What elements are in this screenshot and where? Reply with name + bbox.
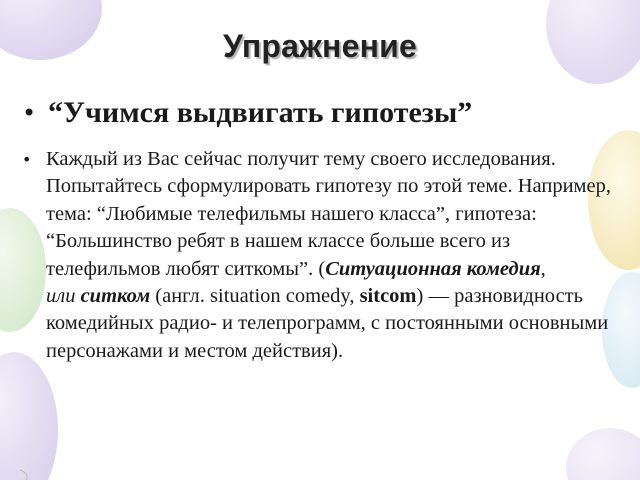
comma: , [540,257,546,280]
exercise-heading: “Учимся выдвигать гипотезы” [48,96,473,129]
heading-bullet [22,92,622,134]
body-text-intro: Каждый из Вас сейчас получит тему своего исследования. Попытайтесь сформулировать гипотезу по этой теме. Например, тема: “Любимые телефильмы нашего класса”, гипотеза: “Большинство ребят в нашем классе больше всего из телефильмов любят ситкомы”. ( [46,148,611,280]
body-text-definition: ) — разновидность комедийных радио- и телепрограмм, с постоянными основными персонажами и местом действия). [46,285,609,362]
body-bullet [22,146,626,365]
bullet-dot-icon: • [22,99,37,127]
slide-title: Упражнение [223,28,417,64]
bullet-dot-icon: • [22,150,32,169]
term-sitcom-en: sitcom [359,285,417,308]
body-paragraph [46,146,626,365]
english-gloss: (англ. situation comedy, [150,285,360,308]
or-word: или [46,285,76,308]
term-sitcom-ru: ситком [80,285,151,308]
term-situation-comedy: Ситуационная комедия [325,257,541,280]
